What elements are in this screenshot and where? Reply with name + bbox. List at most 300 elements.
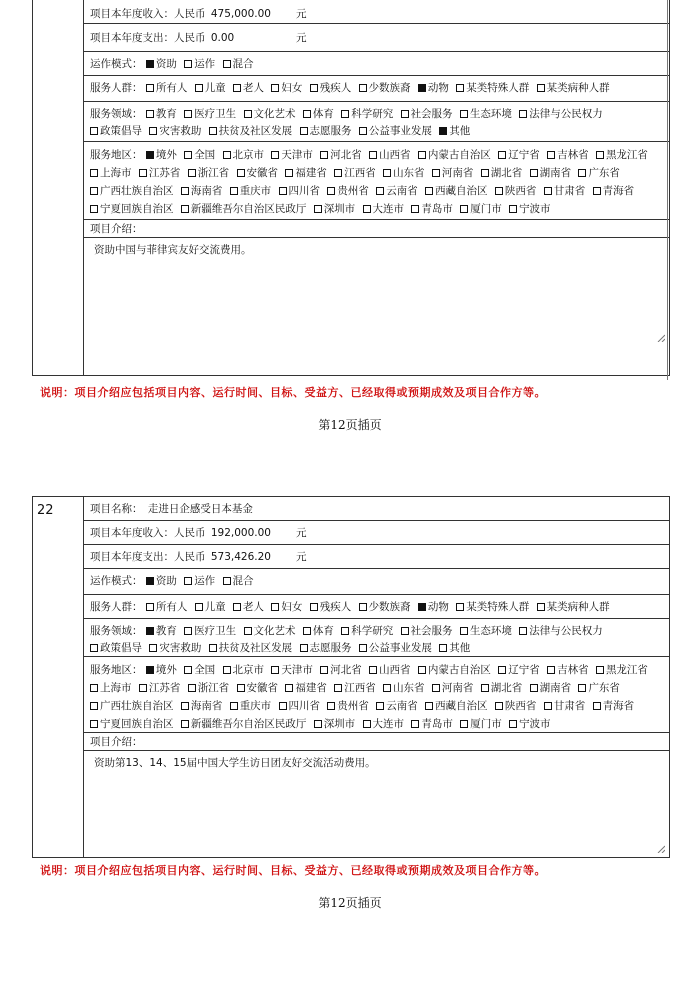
field-option[interactable] — [519, 108, 603, 120]
area-option-label: 甘肃省 — [553, 185, 586, 197]
crowd-checkbox[interactable] — [456, 603, 464, 611]
crowd-checkbox[interactable] — [146, 603, 154, 611]
field-checkbox[interactable] — [439, 644, 447, 652]
area-checkbox[interactable] — [376, 702, 384, 710]
area-option[interactable] — [285, 167, 327, 179]
area-option[interactable] — [418, 149, 491, 161]
area-checkbox[interactable] — [578, 684, 586, 692]
field-option[interactable] — [244, 108, 296, 120]
area-option[interactable] — [544, 185, 586, 197]
project-rows — [84, 0, 669, 375]
area-option[interactable] — [139, 682, 181, 694]
area-option[interactable] — [530, 682, 572, 694]
area-option[interactable] — [90, 718, 174, 730]
area-checkbox[interactable] — [509, 205, 517, 213]
area-option[interactable] — [411, 718, 453, 730]
area-checkbox[interactable] — [383, 169, 391, 177]
area-checkbox[interactable] — [363, 720, 371, 728]
area-option[interactable] — [460, 718, 502, 730]
mode-option[interactable] — [184, 58, 215, 70]
crowd-checkbox[interactable] — [359, 603, 367, 611]
mode-option[interactable] — [223, 58, 254, 70]
area-option[interactable] — [547, 664, 589, 676]
area-checkbox[interactable] — [460, 720, 468, 728]
area-checkbox[interactable] — [460, 205, 468, 213]
crowd-checkbox[interactable] — [537, 84, 545, 92]
area-option[interactable] — [188, 682, 230, 694]
area-checkbox[interactable] — [544, 187, 552, 195]
field-option-label: 其他 — [449, 642, 471, 654]
field-option[interactable] — [146, 625, 177, 637]
area-option[interactable] — [181, 700, 223, 712]
area-checkbox[interactable] — [593, 702, 601, 710]
crowd-option[interactable] — [359, 82, 411, 94]
field-option[interactable] — [401, 108, 453, 120]
field-checkbox[interactable] — [300, 127, 308, 135]
field-option[interactable] — [300, 125, 352, 137]
page-edge-line — [667, 0, 668, 380]
area-option[interactable] — [184, 664, 215, 676]
crowd-checkbox[interactable] — [418, 603, 426, 611]
area-option[interactable] — [237, 682, 279, 694]
crowd-checkbox[interactable] — [271, 603, 279, 611]
mode-checkbox[interactable] — [223, 577, 231, 585]
mode-option-label: 混合 — [232, 575, 254, 587]
area-option[interactable] — [279, 185, 321, 197]
intro-row[interactable] — [84, 751, 669, 857]
area-checkbox[interactable] — [146, 666, 154, 674]
area-option[interactable] — [425, 185, 488, 197]
area-checkbox[interactable] — [90, 702, 98, 710]
income-row — [84, 0, 669, 24]
resize-handle-icon[interactable] — [657, 334, 665, 342]
crowd-checkbox[interactable] — [418, 84, 426, 92]
area-option-label: 浙江省 — [197, 682, 230, 694]
area-checkbox[interactable] — [139, 684, 147, 692]
area-option[interactable] — [418, 664, 491, 676]
crowd-option[interactable] — [233, 82, 264, 94]
area-option[interactable] — [593, 185, 635, 197]
area-option-label: 黑龙江省 — [605, 664, 648, 676]
crowd-option[interactable] — [271, 82, 302, 94]
area-option[interactable] — [320, 149, 362, 161]
field-option[interactable] — [149, 125, 201, 137]
area-option[interactable] — [578, 682, 620, 694]
area-option[interactable] — [596, 664, 648, 676]
area-checkbox[interactable] — [327, 702, 335, 710]
area-checkbox[interactable] — [593, 187, 601, 195]
area-checkbox[interactable] — [237, 169, 245, 177]
area-checkbox[interactable] — [146, 151, 154, 159]
area-checkbox[interactable] — [314, 720, 322, 728]
area-option[interactable] — [320, 664, 362, 676]
area-checkbox[interactable] — [432, 169, 440, 177]
area-checkbox[interactable] — [184, 666, 192, 674]
currency-label: 人民币 — [174, 527, 206, 539]
field-option[interactable] — [460, 108, 512, 120]
area-option[interactable] — [578, 167, 620, 179]
area-option[interactable] — [544, 700, 586, 712]
area-checkbox[interactable] — [418, 151, 426, 159]
area-option[interactable] — [593, 700, 635, 712]
crowd-checkbox[interactable] — [146, 84, 154, 92]
area-checkbox[interactable] — [530, 169, 538, 177]
area-option[interactable] — [596, 149, 648, 161]
area-checkbox[interactable] — [223, 151, 231, 159]
field-checkbox[interactable] — [90, 127, 98, 135]
area-checkbox[interactable] — [314, 205, 322, 213]
area-option[interactable] — [139, 167, 181, 179]
area-checkbox[interactable] — [184, 151, 192, 159]
area-option[interactable] — [509, 718, 551, 730]
area-checkbox[interactable] — [279, 187, 287, 195]
field-option[interactable] — [359, 125, 432, 137]
area-checkbox[interactable] — [376, 187, 384, 195]
area-checkbox[interactable] — [547, 666, 555, 674]
field-option[interactable] — [184, 108, 236, 120]
mode-checkbox[interactable] — [184, 577, 192, 585]
crowd-option[interactable] — [271, 601, 302, 613]
area-checkbox[interactable] — [139, 169, 147, 177]
area-checkbox[interactable] — [181, 187, 189, 195]
field-option[interactable] — [146, 108, 177, 120]
area-checkbox[interactable] — [495, 187, 503, 195]
area-checkbox[interactable] — [509, 720, 517, 728]
area-option[interactable] — [495, 700, 537, 712]
field-option[interactable] — [209, 642, 293, 654]
area-option-label: 上海市 — [100, 167, 132, 179]
field-option[interactable] — [244, 625, 296, 637]
area-checkbox[interactable] — [271, 151, 279, 159]
area-option[interactable] — [181, 185, 223, 197]
field-checkbox[interactable] — [300, 644, 308, 652]
area-checkbox[interactable] — [279, 702, 287, 710]
crowd-checkbox[interactable] — [359, 84, 367, 92]
area-checkbox[interactable] — [369, 151, 377, 159]
field-checkbox[interactable] — [209, 644, 217, 652]
field-checkbox[interactable] — [184, 110, 192, 118]
area-option[interactable] — [481, 682, 523, 694]
area-checkbox[interactable] — [188, 169, 196, 177]
crowd-option[interactable] — [418, 601, 449, 613]
area-option-label: 山东省 — [393, 682, 425, 694]
area-checkbox[interactable] — [578, 169, 586, 177]
crowd-option[interactable] — [418, 82, 449, 94]
area-option[interactable] — [90, 203, 174, 215]
area-option[interactable] — [230, 700, 272, 712]
area-option[interactable] — [90, 185, 174, 197]
area-option[interactable] — [223, 664, 265, 676]
area-option[interactable] — [376, 700, 418, 712]
area-checkbox[interactable] — [481, 684, 489, 692]
area-option[interactable] — [314, 718, 356, 730]
mode-option[interactable] — [146, 575, 177, 587]
mode-label: 运作模式： — [90, 58, 143, 70]
field-checkbox[interactable] — [303, 627, 311, 635]
crowd-option[interactable] — [233, 601, 264, 613]
area-checkbox[interactable] — [334, 684, 342, 692]
area-checkbox[interactable] — [432, 684, 440, 692]
area-checkbox[interactable] — [596, 666, 604, 674]
crowd-option[interactable] — [146, 601, 188, 613]
field-option[interactable] — [90, 642, 142, 654]
area-checkbox[interactable] — [544, 702, 552, 710]
area-option-label: 内蒙古自治区 — [427, 149, 491, 161]
field-checkbox[interactable] — [209, 127, 217, 135]
field-option[interactable] — [303, 108, 334, 120]
area-option[interactable] — [271, 664, 313, 676]
area-option-label: 四川省 — [288, 185, 321, 197]
crowd-checkbox[interactable] — [195, 84, 203, 92]
area-option[interactable] — [184, 149, 215, 161]
area-option[interactable] — [271, 149, 313, 161]
area-checkbox[interactable] — [418, 666, 426, 674]
project-table-1 — [32, 0, 670, 376]
crowd-option[interactable] — [456, 601, 529, 613]
area-checkbox[interactable] — [237, 684, 245, 692]
field-option-label: 灾害救助 — [159, 125, 202, 137]
crowd-checkbox[interactable] — [310, 84, 318, 92]
area-checkbox[interactable] — [285, 169, 293, 177]
field-checkbox[interactable] — [401, 110, 409, 118]
mode-label: 运作模式： — [90, 575, 143, 587]
area-option[interactable] — [498, 664, 540, 676]
field-checkbox[interactable] — [519, 110, 527, 118]
mode-option[interactable] — [184, 575, 215, 587]
resize-handle-icon[interactable] — [657, 845, 665, 853]
area-checkbox[interactable] — [90, 684, 98, 692]
area-option[interactable] — [334, 167, 376, 179]
field-option[interactable] — [209, 125, 293, 137]
area-checkbox[interactable] — [90, 169, 98, 177]
area-option[interactable] — [285, 682, 327, 694]
field-option[interactable] — [303, 625, 334, 637]
field-checkbox[interactable] — [439, 127, 447, 135]
area-checkbox[interactable] — [320, 151, 328, 159]
area-checkbox[interactable] — [188, 684, 196, 692]
area-option[interactable] — [90, 682, 132, 694]
area-option[interactable] — [383, 682, 425, 694]
area-option-label: 辽宁省 — [508, 664, 540, 676]
field-option[interactable] — [401, 625, 453, 637]
field-checkbox[interactable] — [519, 627, 527, 635]
field-option[interactable] — [149, 642, 201, 654]
field-checkbox[interactable] — [244, 627, 252, 635]
area-option[interactable] — [460, 203, 502, 215]
project-number: 22 — [37, 503, 54, 518]
area-checkbox[interactable] — [481, 169, 489, 177]
area-option-label: 江西省 — [344, 682, 376, 694]
field-option[interactable] — [184, 625, 236, 637]
field-option[interactable] — [341, 108, 393, 120]
area-option-label: 黑龙江省 — [605, 149, 648, 161]
area-checkbox[interactable] — [495, 702, 503, 710]
area-option[interactable] — [181, 203, 307, 215]
expense-value: 0.00 — [210, 32, 235, 44]
area-option[interactable] — [90, 167, 132, 179]
area-checkbox[interactable] — [498, 666, 506, 674]
crowd-option[interactable] — [195, 82, 226, 94]
area-option[interactable] — [237, 167, 279, 179]
field-checkbox[interactable] — [149, 644, 157, 652]
field-checkbox[interactable] — [146, 110, 154, 118]
area-option[interactable] — [383, 167, 425, 179]
area-checkbox[interactable] — [411, 205, 419, 213]
area-option[interactable] — [369, 149, 411, 161]
area-option[interactable] — [363, 203, 405, 215]
area-checkbox[interactable] — [90, 720, 98, 728]
area-checkbox[interactable] — [334, 169, 342, 177]
field-checkbox[interactable] — [146, 627, 154, 635]
crowd-checkbox[interactable] — [233, 84, 241, 92]
area-option[interactable] — [411, 203, 453, 215]
crowd-option[interactable] — [537, 82, 610, 94]
crowd-option[interactable] — [537, 601, 610, 613]
crowd-option[interactable] — [359, 601, 411, 613]
crowd-checkbox[interactable] — [537, 603, 545, 611]
area-checkbox[interactable] — [369, 666, 377, 674]
area-option[interactable] — [547, 149, 589, 161]
number-column — [33, 497, 84, 857]
area-option[interactable] — [223, 149, 265, 161]
mode-checkbox[interactable] — [146, 577, 154, 585]
area-checkbox[interactable] — [181, 720, 189, 728]
area-option-label: 天津市 — [281, 664, 313, 676]
area-option[interactable] — [90, 700, 174, 712]
area-option[interactable] — [230, 185, 272, 197]
field-option[interactable] — [439, 125, 470, 137]
area-option-label: 湖南省 — [539, 682, 572, 694]
field-checkbox[interactable] — [244, 110, 252, 118]
crowd-checkbox[interactable] — [271, 84, 279, 92]
area-option-label: 境外 — [155, 664, 177, 676]
area-option[interactable] — [181, 718, 307, 730]
area-checkbox[interactable] — [90, 187, 98, 195]
intro-row[interactable] — [84, 238, 669, 346]
mode-option-label: 资助 — [155, 58, 177, 70]
area-option[interactable] — [530, 167, 572, 179]
area-option-label: 新疆维吾尔自治区民政厅 — [190, 203, 307, 215]
field-checkbox[interactable] — [149, 127, 157, 135]
field-checkbox[interactable] — [359, 127, 367, 135]
area-option[interactable] — [146, 149, 177, 161]
area-checkbox[interactable] — [596, 151, 604, 159]
area-option[interactable] — [432, 167, 474, 179]
area-checkbox[interactable] — [271, 666, 279, 674]
area-option[interactable] — [327, 185, 369, 197]
crowd-checkbox[interactable] — [233, 603, 241, 611]
field-checkbox[interactable] — [341, 627, 349, 635]
field-checkbox[interactable] — [359, 644, 367, 652]
crowd-option[interactable] — [195, 601, 226, 613]
field-checkbox[interactable] — [460, 110, 468, 118]
field-option[interactable] — [460, 625, 512, 637]
area-checkbox[interactable] — [320, 666, 328, 674]
unit-label: 元 — [296, 32, 307, 44]
area-checkbox[interactable] — [327, 187, 335, 195]
field-option[interactable] — [519, 625, 603, 637]
field-option-label: 生态环境 — [469, 625, 512, 637]
field-option[interactable] — [439, 642, 470, 654]
area-checkbox[interactable] — [363, 205, 371, 213]
crowd-option[interactable] — [456, 82, 529, 94]
field-option[interactable] — [300, 642, 352, 654]
mode-option[interactable] — [146, 58, 177, 70]
area-option[interactable] — [146, 664, 177, 676]
area-checkbox[interactable] — [411, 720, 419, 728]
area-option[interactable] — [509, 203, 551, 215]
mode-checkbox[interactable] — [184, 60, 192, 68]
area-option[interactable] — [314, 203, 356, 215]
area-option-label: 青岛市 — [421, 718, 453, 730]
area-option-label: 北京市 — [232, 149, 265, 161]
field-checkbox[interactable] — [90, 644, 98, 652]
area-option[interactable] — [498, 149, 540, 161]
crowd-checkbox[interactable] — [456, 84, 464, 92]
area-checkbox[interactable] — [425, 702, 433, 710]
crowd-option[interactable] — [310, 601, 352, 613]
unit-label: 元 — [296, 551, 307, 563]
area-checkbox[interactable] — [223, 666, 231, 674]
area-option[interactable] — [363, 718, 405, 730]
area-checkbox[interactable] — [230, 702, 238, 710]
area-option[interactable] — [376, 185, 418, 197]
area-option[interactable] — [425, 700, 488, 712]
mode-checkbox[interactable] — [223, 60, 231, 68]
crowd-option[interactable] — [310, 82, 352, 94]
area-option[interactable] — [334, 682, 376, 694]
area-checkbox[interactable] — [425, 187, 433, 195]
area-option[interactable] — [188, 167, 230, 179]
area-checkbox[interactable] — [383, 684, 391, 692]
area-checkbox[interactable] — [498, 151, 506, 159]
area-option[interactable] — [495, 185, 537, 197]
area-option[interactable] — [369, 664, 411, 676]
area-checkbox[interactable] — [285, 684, 293, 692]
field-option[interactable] — [359, 642, 432, 654]
area-option-label: 山西省 — [379, 664, 411, 676]
mode-option[interactable] — [223, 575, 254, 587]
area-checkbox[interactable] — [90, 205, 98, 213]
area-option[interactable] — [432, 682, 474, 694]
field-option-label: 法律与公民权力 — [529, 625, 603, 637]
field-option-label: 科学研究 — [351, 625, 394, 637]
area-checkbox[interactable] — [530, 684, 538, 692]
area-checkbox[interactable] — [547, 151, 555, 159]
field-checkbox[interactable] — [341, 110, 349, 118]
note-text: 说明：项目介绍应包括项目内容、运行时间、目标、受益方、已经取得或预期成效及项目合作方等。 — [40, 864, 546, 877]
area-checkbox[interactable] — [181, 205, 189, 213]
area-option[interactable] — [481, 167, 523, 179]
area-checkbox[interactable] — [230, 187, 238, 195]
field-checkbox[interactable] — [460, 627, 468, 635]
field-checkbox[interactable] — [401, 627, 409, 635]
crowd-checkbox[interactable] — [310, 603, 318, 611]
mode-checkbox[interactable] — [146, 60, 154, 68]
field-checkbox[interactable] — [184, 627, 192, 635]
field-option[interactable] — [341, 625, 393, 637]
mode-option-label: 资助 — [155, 575, 177, 587]
income-row — [84, 521, 669, 545]
crowd-option[interactable] — [146, 82, 188, 94]
crowd-checkbox[interactable] — [195, 603, 203, 611]
field-checkbox[interactable] — [303, 110, 311, 118]
area-option[interactable] — [279, 700, 321, 712]
area-option-label: 河南省 — [441, 167, 474, 179]
area-checkbox[interactable] — [181, 702, 189, 710]
area-option[interactable] — [327, 700, 369, 712]
field-option[interactable] — [90, 125, 142, 137]
